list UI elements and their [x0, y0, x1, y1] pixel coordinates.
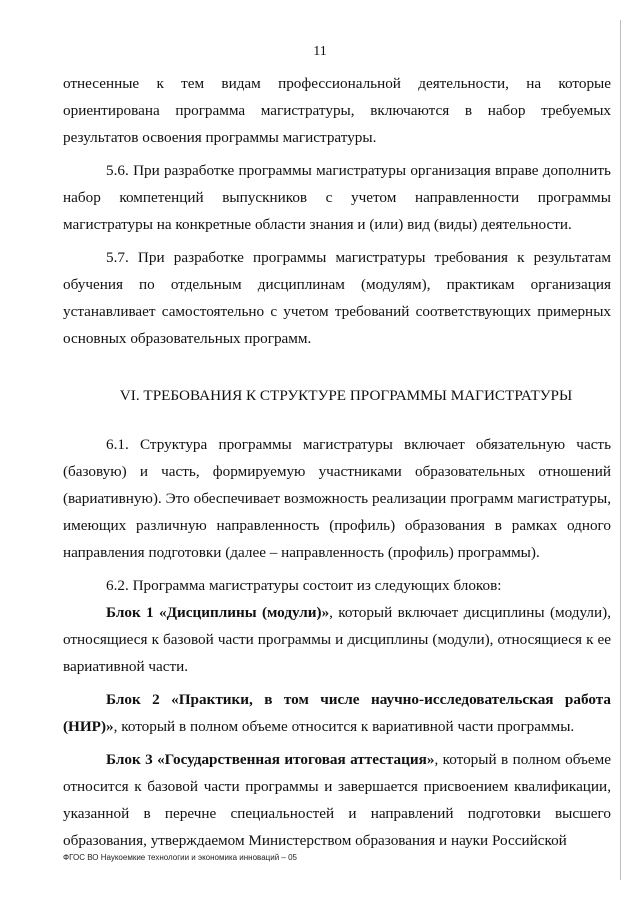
paragraph-block-3: [63, 746, 611, 854]
block-2-title: Блок 2 «Практики, в том числе научно-исследовательская работа (НИР)»: [63, 691, 611, 735]
page-number: 11: [313, 44, 327, 59]
paragraph-6-2: 6.2. Программа магистратуры состоит из следующих блоков:: [106, 577, 502, 594]
block-3-text: , который в полном объеме относится к базовой части программы и завершается присвоением квалификации, указанной в перечне специальностей и направлений подготовки высшего образования, утверждаемом Министерством образования и науки Российской: [63, 751, 611, 849]
block-1-text: , который включает дисциплины (модули), относящиеся к базовой части программы и дисциплины (модули), относящиеся к ее вариативной части.: [63, 604, 611, 675]
block-1-title: Блок 1 «Дисциплины (модули)»: [106, 604, 330, 621]
paragraph-6-1: 6.1. Структура программы магистратуры включает обязательную часть (базовую) и часть, формируемую участниками образовательных отношений (вариативную). Это обеспечивает возможность реализации программ магистратуры, имеющих различную направленность (профиль) образования в рамках одного направления подготовки (далее – направленность (профиль) программы).: [63, 436, 611, 561]
section-heading: VI. ТРЕБОВАНИЯ К СТРУКТУРЕ ПРОГРАММЫ МАГИСТРАТУРЫ: [119, 387, 573, 404]
paragraph-continuation: отнесенные к тем видам профессиональной деятельности, на которые ориентирована программа магистратуры, включаются в набор требуемых результатов освоения программы магистратуры.: [63, 75, 611, 146]
block-3-title: Блок 3 «Государственная итоговая аттестация»: [106, 751, 435, 768]
paragraph-block-1: [63, 599, 611, 680]
scan-edge-line: [620, 20, 621, 880]
paragraph-5-6: 5.6. При разработке программы магистратуры организация вправе дополнить набор компетенций выпускников с учетом направленности программы магистратуры на конкретные области знания и (или) вид (виды) деятельности.: [63, 162, 611, 233]
block-2-text: , который в полном объеме относится к вариативной части программы.: [113, 718, 575, 735]
paragraph-5-7: 5.7. При разработке программы магистратуры требования к результатам обучения по отдельным дисциплинам (модулям), практикам организация устанавливает самостоятельно с учетом требований соответствующих примерных основных образовательных программ.: [63, 249, 611, 347]
paragraph-block-2: [63, 686, 611, 740]
document-body: [63, 70, 611, 854]
page-footer: ФГОС ВО Наукоемкие технологии и экономика инноваций – 05: [63, 853, 297, 862]
